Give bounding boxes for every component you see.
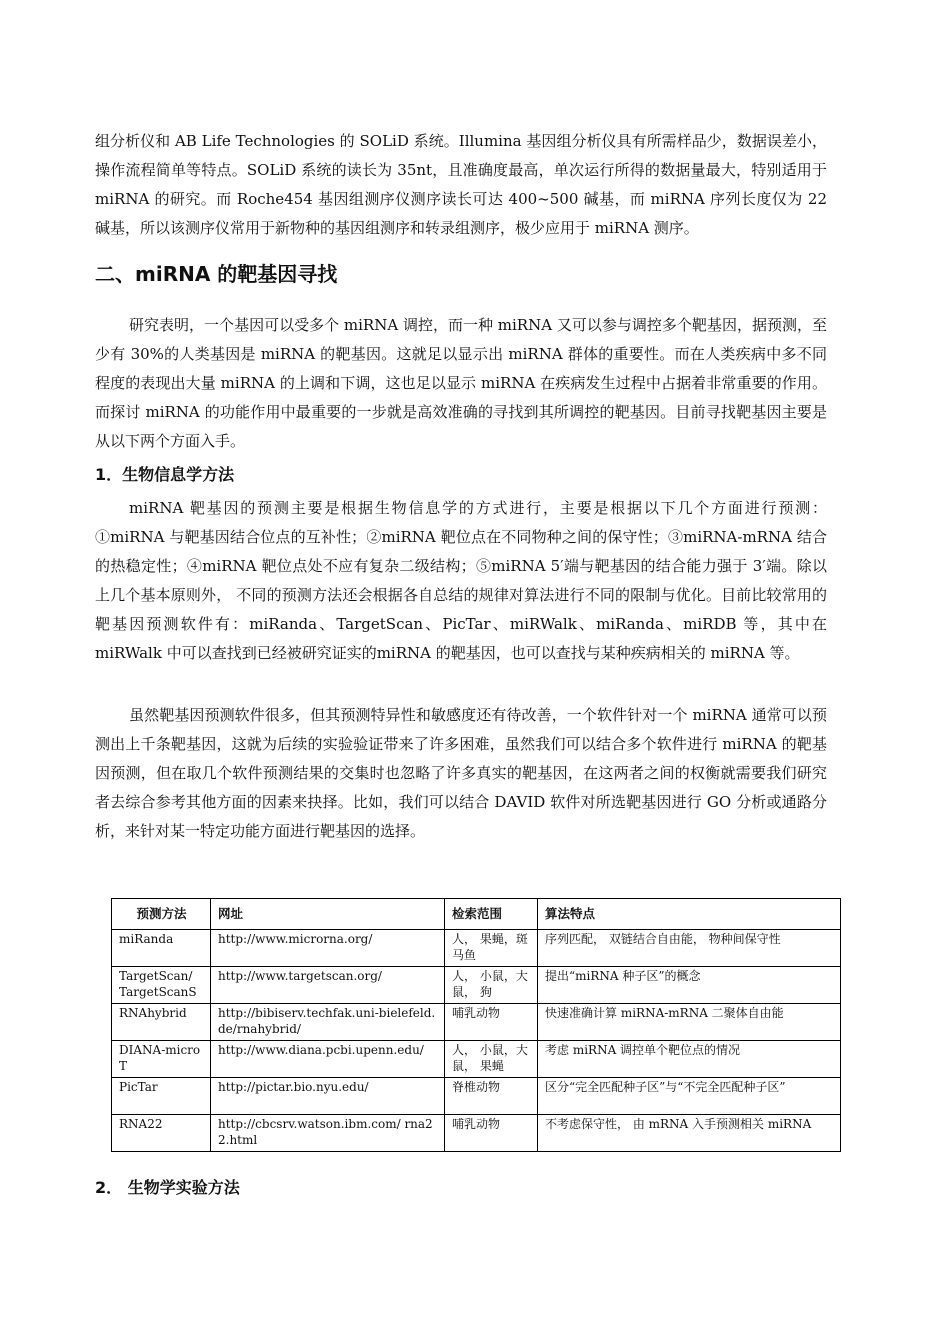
section-paragraph: 研究表明，一个基因可以受多个 miRNA 调控，而一种 miRNA 又可以参与调控多个靶基因，据预测，至少有 30%的人类基因是 miRNA 的靶基因。这就足以显示出 miRNA 群体的重要性。而在人类疾病中多不同程度的表现出大量 miRNA 的上调和下调，这也足以显示 miRNA 在疾病发生过程中占据着非常重要的作用。而探讨 miRNA 的功能作用中最重要的一步就是高效准确的寻找到其所调控的靶基因。目前寻找靶基因主要是从以下两个方面入手。 xyxy=(95,316,827,450)
bioinformatics-paragraph-1: miRNA 靶基因的预测主要是根据生物信息学的方式进行，主要是根据以下几个方面进行预测：①miRNA 与靶基因结合位点的互补性；②miRNA 靶位点在不同物种之间的保守性；③miRNA-mRNA 结合的热稳定性；④miRNA 靶位点处不应有复杂二级结构；⑤miRNA 5′端与靶基因的结合能力强于 3′端。除以上几个基本原则外， 不同的预测方法还会根据各自总结的规律对算法进行不同的限制与优化。目前比较常用的靶基因预测软件有：miRanda、TargetScan、PicTar、miRWalk、miRanda、miRDB 等，其中在 miRWalk 中可以查找到已经被研究证实的miRNA 的靶基因，也可以查找与某种疾病相关的 miRNA 等。 xyxy=(95,499,827,662)
table-cell: RNA22 xyxy=(112,1115,211,1152)
header-url: 网址 xyxy=(211,899,445,930)
table-cell: 序列匹配， 双链结合自由能， 物种间保守性 xyxy=(538,930,841,967)
table-row xyxy=(112,930,841,967)
table-row xyxy=(112,967,841,1004)
table-cell-link[interactable]: http://cbcsrv.watson.ibm.com/ rna22.html xyxy=(211,1115,445,1152)
table-cell: 考虑 miRNA 调控单个靶位点的情况 xyxy=(538,1041,841,1078)
header-algorithm: 算法特点 xyxy=(538,899,841,930)
table-cell: 人， 小鼠，大鼠， 果蝇 xyxy=(445,1041,538,1078)
table-cell: 哺乳动物 xyxy=(445,1004,538,1041)
table-cell: 区分“完全匹配种子区”与“不完全匹配种子区” xyxy=(538,1078,841,1115)
table-cell: DIANA-microT xyxy=(112,1041,211,1078)
subsection-heading-experimental: 2． 生物学实验方法 xyxy=(95,1178,240,1197)
table-cell: miRanda xyxy=(112,930,211,967)
section-heading-target-genes: 二、miRNA 的靶基因寻找 xyxy=(95,262,338,286)
header-method: 预测方法 xyxy=(112,899,211,930)
table-cell: 人， 果蝇，斑马鱼 xyxy=(445,930,538,967)
bioinformatics-paragraph-2: 虽然靶基因预测软件很多，但其预测特异性和敏感度还有待改善，一个软件针对一个 miRNA 通常可以预测出上千条靶基因，这就为后续的实验验证带来了许多困难，虽然我们可以结合多个软件进行 miRNA 的靶基因预测，但在取几个软件预测结果的交集时也忽略了许多真实的靶基因，在这两者之间的权衡就需要我们研究者去综合参考其他方面的因素来抉择。比如，我们可以结合 DAVID 软件对所选靶基因进行 GO 分析或通路分析，来针对某一特定功能方面进行靶基因的选择。 xyxy=(95,706,827,840)
subsection-heading-bioinformatics: 1．生物信息学方法 xyxy=(95,465,235,484)
table-cell: 提出“miRNA 种子区”的概念 xyxy=(538,967,841,1004)
table-cell: PicTar xyxy=(112,1078,211,1115)
table-cell: 脊椎动物 xyxy=(445,1078,538,1115)
table-cell-link[interactable]: http://pictar.bio.nyu.edu/ xyxy=(211,1078,445,1115)
intro-paragraph: 组分析仪和 AB Life Technologies 的 SOLiD 系统。Illumina 基因组分析仪具有所需样品少，数据误差小，操作流程简单等特点。SOLiD 系统的读长为 35nt，且准确度最高，单次运行所得的数据量最大，特别适用于 miRNA 的研究。而 Roche454 基因组测序仪测序读长可达 400~500 碱基，而 miRNA 序列长度仅为 22 碱基，所以该测序仪常用于新物种的基因组测序和转录组测序，极少应用于 miRNA 测序。 xyxy=(95,132,827,237)
table-cell: 不考虑保守性， 由 mRNA 入手预测相关 miRNA xyxy=(538,1115,841,1152)
table-row xyxy=(112,1078,841,1115)
table-row xyxy=(112,1041,841,1078)
prediction-methods-table xyxy=(111,898,841,1152)
table-cell-link[interactable]: http://www.targetscan.org/ xyxy=(211,967,445,1004)
table-cell-link[interactable]: http://bibiserv.techfak.uni-bielefeld.de/rnahybrid/ xyxy=(211,1004,445,1041)
table-cell-link[interactable]: http://www.diana.pcbi.upenn.edu/ xyxy=(211,1041,445,1078)
table-cell: 快速准确计算 miRNA-mRNA 二聚体自由能 xyxy=(538,1004,841,1041)
table-cell: 哺乳动物 xyxy=(445,1115,538,1152)
table-cell-link[interactable]: http://www.microrna.org/ xyxy=(211,930,445,967)
table-header-row xyxy=(112,899,841,930)
table-cell: TargetScan/ TargetScanS xyxy=(112,967,211,1004)
table-cell: 人， 小鼠，大鼠， 狗 xyxy=(445,967,538,1004)
table-row xyxy=(112,1004,841,1041)
header-scope: 检索范围 xyxy=(445,899,538,930)
table-cell: RNAhybrid xyxy=(112,1004,211,1041)
table-row xyxy=(112,1115,841,1152)
